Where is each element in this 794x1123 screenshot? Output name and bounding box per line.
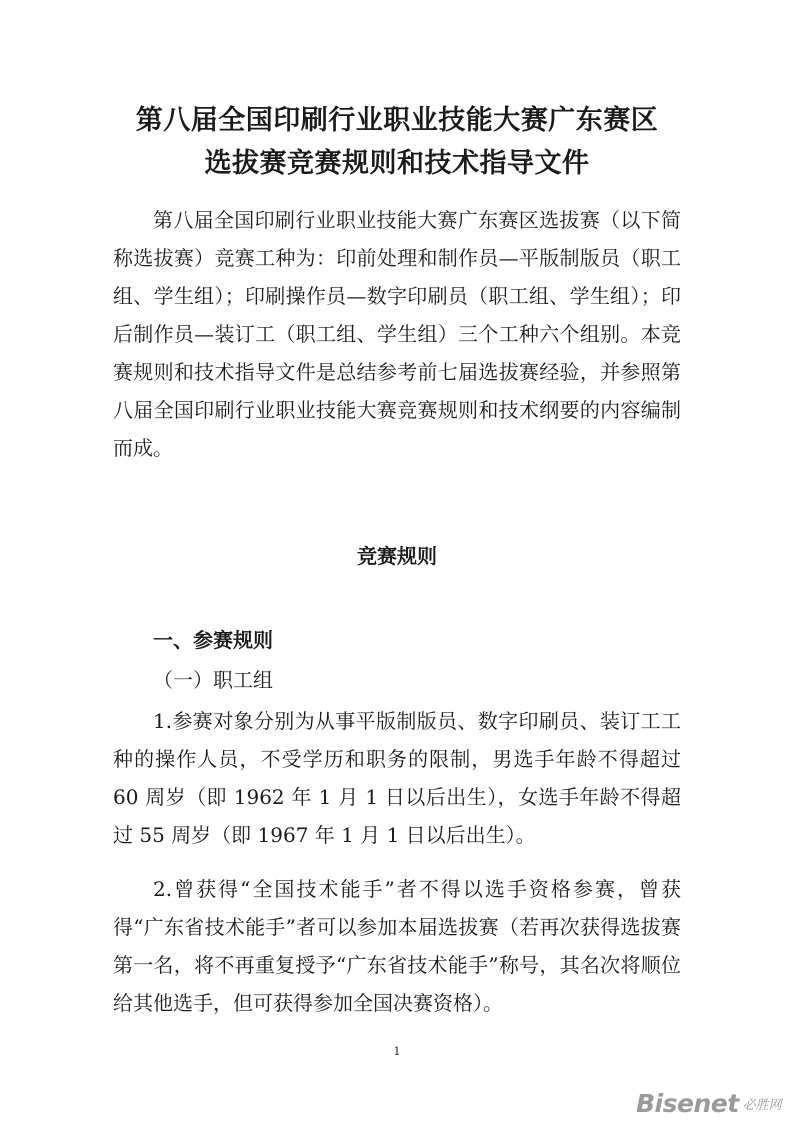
page-number: 1 bbox=[393, 1045, 401, 1058]
watermark-chinese-text: 必胜网 bbox=[742, 1097, 782, 1113]
heading-participation-rules: 一、参赛规则 bbox=[153, 628, 273, 652]
intro-paragraph: 第八届全国印刷行业职业技能大赛广东赛区选拔赛（以下简称选拔赛）竞赛工种为：印前处理和制作员—平版制版员（职工组、学生组）；印刷操作员—数字印刷员（职工组、学生组）；印后制作员—装订工（职工组、学生组）三个工种六个组别。本竞赛规则和技术指导文件是总结参考前七届选拔赛经验，并参照第八届全国印刷行业职业技能大赛竞赛规则和技术纲要的内容编制而成。 bbox=[113, 208, 681, 460]
watermark-logo bbox=[636, 1086, 792, 1120]
document-title-line-2: 选拔赛竞赛规则和技术指导文件 bbox=[204, 148, 590, 179]
watermark-logo-text: Bisenet bbox=[636, 1088, 739, 1118]
rule-item-2: 2.曾获得“全国技术能手”者不得以选手资格参赛，曾获得“广东省技术能手”者可以参加本届选拔赛（若再次获得选拔赛第一名，将不再重复授予“广东省技术能手”称号，其名次将顺位给其他选手，但可获得参加全国决赛资格）。 bbox=[113, 877, 681, 1015]
rule-item-1: 1.参赛对象分别为从事平版制版员、数字印刷员、装订工工种的操作人员，不受学历和职务的限制，男选手年龄不得超过 60 周岁（即 1962 年 1 月 1 日以后出生），女选手年龄不得超过 55 周岁（即 1967 年 1 月 1 日以后出生）。 bbox=[113, 709, 681, 847]
document-title-line-1: 第八届全国印刷行业职业技能大赛广东赛区 bbox=[135, 105, 659, 136]
subheading-staff-group: （一）职工组 bbox=[153, 668, 273, 692]
section-heading: 竞赛规则 bbox=[357, 544, 437, 568]
